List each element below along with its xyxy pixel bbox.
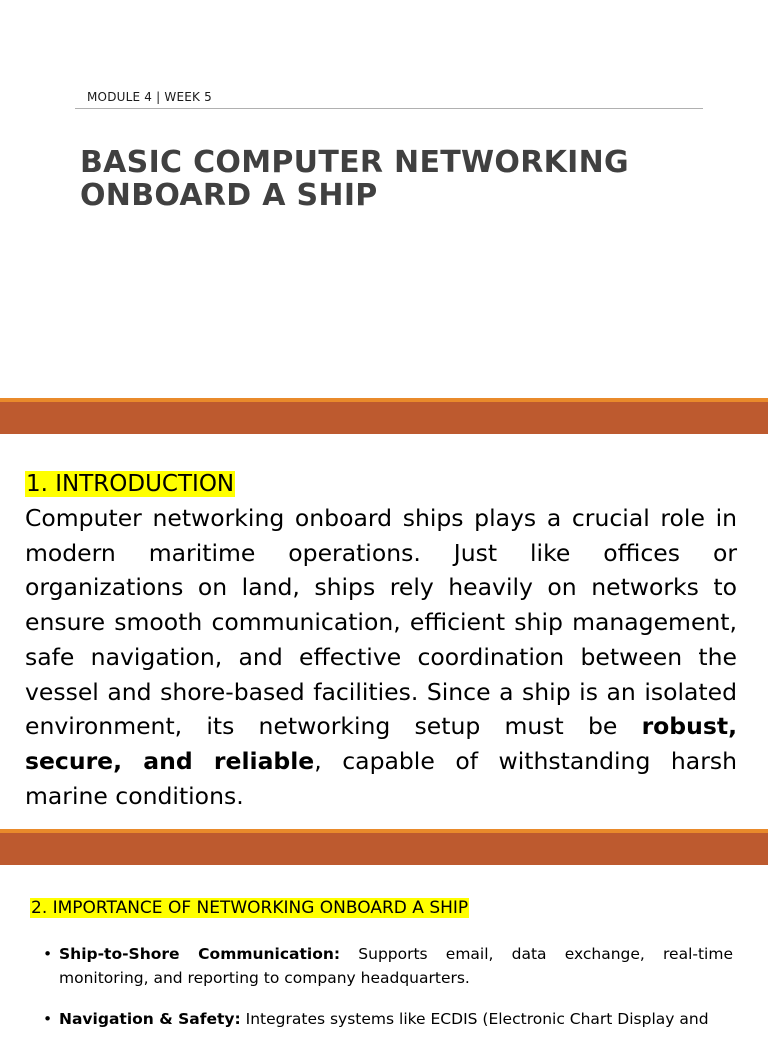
- introduction-text-start: Computer networking onboard ships plays a crucial role in modern maritime operations. Just like offices or organizations on land, ships rely heavily on networks to ensure smooth communication, efficient ship management, safe navigation, and effective coordination between the vessel and shore-based facilities. Since a ship is an isolated environment, its networking setup must be: [25, 504, 737, 741]
- bullet-icon: •: [43, 1010, 53, 1028]
- document-title-line-2: ONBOARD A SHIP: [80, 178, 378, 213]
- section-2-heading: [30, 897, 469, 919]
- section-1-heading: [25, 469, 235, 499]
- section-1-heading-text: 1. INTRODUCTION: [26, 471, 235, 497]
- list-item: [40, 942, 733, 990]
- introduction-text-end: , capable of withstanding harsh marine conditions.: [25, 746, 737, 810]
- list-item: [40, 1007, 733, 1031]
- document-title: [80, 146, 720, 212]
- header-divider: [75, 108, 703, 109]
- module-week-label: MODULE 4 | WEEK 5: [87, 90, 212, 104]
- importance-list: [40, 942, 733, 1048]
- document-title-line-1: BASIC COMPUTER NETWORKING: [80, 145, 629, 180]
- decorative-band-top: [0, 398, 768, 434]
- list-item-text: Supports email, data exchange, real-time monitoring, and reporting to company headquarters.: [59, 945, 733, 987]
- list-item-term: Ship-to-Shore Communication:: [59, 945, 341, 963]
- introduction-paragraph: [25, 501, 737, 813]
- list-item-term: Navigation & Safety:: [59, 1010, 241, 1028]
- list-item-text: Integrates systems like ECDIS (Electronic Chart Display and: [240, 1010, 709, 1028]
- bullet-icon: •: [43, 945, 53, 963]
- decorative-band-middle: [0, 829, 768, 865]
- introduction-emphasis: robust, secure, and reliable: [25, 712, 737, 775]
- section-2-heading-text: 2. IMPORTANCE OF NETWORKING ONBOARD A SHIP: [31, 898, 469, 918]
